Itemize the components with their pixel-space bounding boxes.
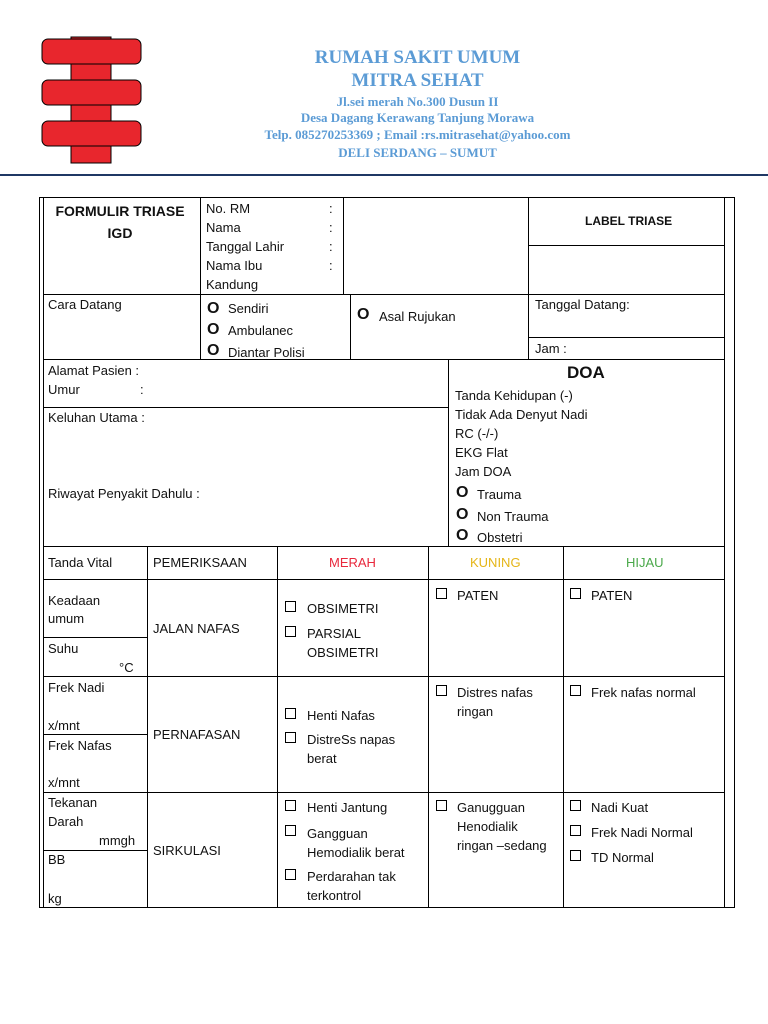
checkbox-perdarahan-tak-terkontrol[interactable] [285,869,296,880]
radio-trauma[interactable]: O [456,484,469,501]
bb-label: BB [48,852,66,867]
grid-line [350,294,351,359]
option-distres-nafas-ringan: ringan [457,704,494,719]
option-parsial-obsimetri: PARSIAL [307,626,361,641]
logo-shape [42,37,141,163]
grid-line [277,546,278,907]
checkbox-henti-jantung[interactable] [285,800,296,811]
pemeriksaan-sirkulasi: SIRKULASI [153,843,221,858]
option-perdarahan-tak-terkontrol: Perdarahan tak [307,869,396,884]
label-triase: LABEL TRIASE [585,214,673,228]
suhu-label: Suhu [48,641,79,656]
keadaan-umum-label: Keadaan [48,593,101,608]
umur-label: Umur [48,382,80,397]
tekanan-darah-label: Tekanan [48,795,98,810]
header-merah: MERAH [329,555,376,570]
radio-sendiri[interactable]: O [207,300,220,317]
field-nama-ibu: Nama Ibu [206,258,263,273]
grid-line [43,198,44,908]
field-no-rm: No. RM [206,201,251,216]
checkbox-frek-nadi-normal[interactable] [570,825,581,836]
option-paten-hijau: PATEN [591,588,633,603]
checkbox-parsial-obsimetri[interactable] [285,626,296,637]
option-distres-nafas-ringan: Distres nafas [457,685,533,700]
option-obstetri: Obstetri [477,530,523,545]
jam-label: Jam : [535,341,567,356]
option-gangguan-hemodialik-ringan: Henodialik [457,819,518,834]
grid-line [528,337,724,338]
tekanan-darah-label: Darah [48,814,84,829]
option-td-normal: TD Normal [591,850,654,865]
doa-item: EKG Flat [455,445,508,460]
hospital-name: RUMAH SAKIT UMUM [314,47,521,68]
option-perdarahan-tak-terkontrol: terkontrol [307,888,362,903]
suhu-unit: °C [119,660,134,675]
address-line1: Jl.sei merah No.300 Dusun II [336,94,499,109]
address-line2: Desa Dagang Kerawang Tanjung Morawa [300,110,535,125]
doa-item: RC (-/-) [455,426,499,441]
checkbox-td-normal[interactable] [570,850,581,861]
hospital-subname: MITRA SEHAT [351,70,484,91]
option-sendiri: Sendiri [228,301,269,316]
option-gangguan-hemodialik-berat: Gangguan [307,826,368,841]
colon: : [329,258,333,273]
keadaan-umum-label: umum [48,611,85,626]
radio-asal-rujukan[interactable]: O [357,306,370,323]
colon: : [140,382,144,397]
option-gangguan-hemodialik-ringan: ringan –sedang [457,838,547,853]
field-kandung: Kandung [206,277,259,292]
checkbox-paten-kuning[interactable] [436,588,447,599]
grid-line [43,579,724,580]
option-paten-kuning: PATEN [457,588,499,603]
cara-datang-label: Cara Datang [48,297,122,312]
colon: : [329,239,333,254]
grid-line [563,546,564,907]
header-hijau: HIJAU [626,555,664,570]
option-gangguan-hemodialik-berat: Hemodialik berat [307,845,405,860]
option-distress-napas-berat: DistreSs napas [307,732,396,747]
option-trauma: Trauma [477,487,522,502]
contact-line: Telp. 085270253369 ; Email :rs.mitrasehat@yahoo.com [264,127,571,142]
grid-line [428,546,429,907]
doa-item: Tidak Ada Denyut Nadi [455,407,588,422]
checkbox-obsimetri[interactable] [285,601,296,612]
header-divider [0,174,768,176]
td-unit: mmgh [99,833,136,848]
grid-line [43,907,724,908]
checkbox-henti-nafas[interactable] [285,708,296,719]
grid-line [147,546,148,907]
frek-nadi-label: Frek Nadi [48,680,105,695]
grid-line [448,359,449,546]
radio-ambulanec[interactable]: O [207,321,220,338]
form-title: FORMULIR TRIASE IGD [55,203,185,241]
checkbox-gangguan-hemodialik-ringan[interactable] [436,800,447,811]
checkbox-gangguan-hemodialik-berat[interactable] [285,825,296,836]
pemeriksaan-jalan-nafas: JALAN NAFAS [153,621,240,636]
grid-line [528,245,724,246]
option-frek-nadi-normal: Frek Nadi Normal [591,825,693,840]
radio-obstetri[interactable]: O [456,527,469,544]
bb-unit: kg [48,891,62,906]
option-gangguan-hemodialik-ringan: Ganugguan [457,800,525,815]
grid-line [43,546,724,547]
grid-line [343,198,344,294]
grid-line [43,359,724,360]
nadi-unit: x/mnt [48,718,80,733]
header-tanda-vital: Tanda Vital [48,555,113,570]
grid-line [43,792,724,793]
option-asal-rujukan: Asal Rujukan [379,309,456,324]
option-obsimetri: OBSIMETRI [307,601,379,616]
field-tanggal-lahir: Tanggal Lahir [206,239,285,254]
grid-line [528,198,529,359]
doa-item: Jam DOA [455,464,512,479]
colon: : [329,201,333,216]
grid-line [43,637,147,638]
option-parsial-obsimetri: OBSIMETRI [307,645,379,660]
header-kuning: KUNING [470,555,521,570]
option-henti-jantung: Henti Jantung [307,800,388,815]
doa-title: DOA [567,363,605,382]
checkbox-paten-hijau[interactable] [570,588,581,599]
region-line: DELI SERDANG – SUMUT [338,145,497,160]
hospital-logo [40,35,145,165]
colon: : [329,220,333,235]
option-henti-nafas: Henti Nafas [307,708,375,723]
option-diantar-polisi: Diantar Polisi [228,345,305,360]
option-distress-napas-berat: berat [307,751,337,766]
tanggal-datang-label: Tanggal Datang: [535,297,630,312]
option-non-trauma: Non Trauma [477,509,549,524]
checkbox-distres-nafas-ringan[interactable] [436,685,447,696]
keluhan-utama-label: Keluhan Utama : [48,410,145,425]
option-frek-nafas-normal: Frek nafas normal [591,685,696,700]
field-nama: Nama [206,220,241,235]
checkbox-frek-nafas-normal[interactable] [570,685,581,696]
alamat-pasien-label: Alamat Pasien : [48,363,140,378]
frek-nafas-label: Frek Nafas [48,738,112,753]
grid-line [200,198,201,359]
pemeriksaan-pernafasan: PERNAFASAN [153,727,241,742]
checkbox-nadi-kuat[interactable] [570,800,581,811]
radio-non-trauma[interactable]: O [456,506,469,523]
header-pemeriksaan: PEMERIKSAAN [153,555,247,570]
checkbox-distress-napas-berat[interactable] [285,732,296,743]
doa-item: Tanda Kehidupan (-) [455,388,573,403]
grid-line [724,198,725,908]
nafas-unit: x/mnt [48,775,80,790]
grid-line [43,676,724,677]
riwayat-penyakit-label: Riwayat Penyakit Dahulu : [48,486,200,501]
radio-diantar-polisi[interactable]: O [207,342,220,359]
option-nadi-kuat: Nadi Kuat [591,800,649,815]
option-ambulanec: Ambulanec [228,323,294,338]
